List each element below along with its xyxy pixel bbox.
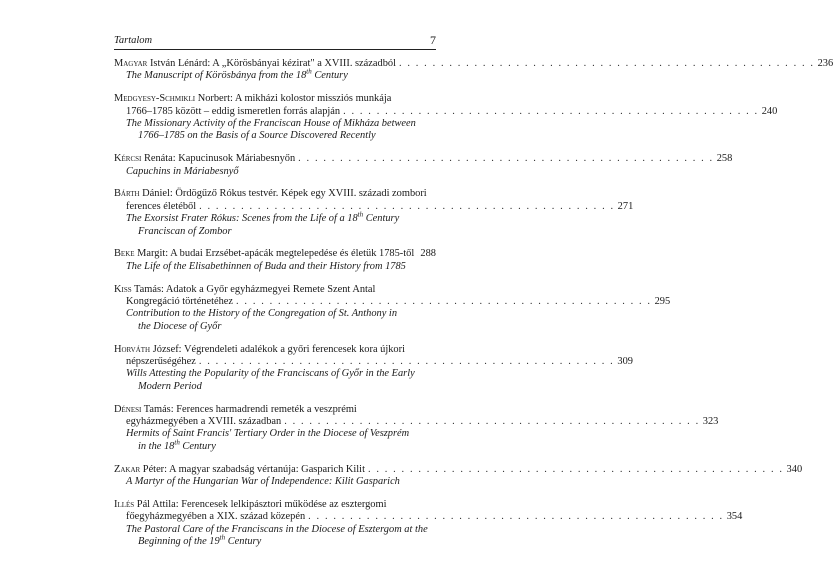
hungarian-title-continued: főegyházmegyében a XIX. század közepén [126, 511, 306, 523]
english-title-continued: the Diocese of Győr [138, 320, 222, 332]
english-title: The Missionary Activity of the Franciscan House of Mikháza between [126, 118, 416, 130]
entry-page-number: 295 [654, 296, 671, 308]
author-name: Dénesi [114, 403, 142, 415]
hungarian-title: A mikházi kolostor missziós munkája [234, 93, 392, 105]
toc-entry-kiss [114, 283, 671, 334]
entry-page-number: 271 [617, 200, 634, 212]
dot-leader: . . . . . . . . . . . . . . . . . . . . . . . . . . . . . . . . . . . . . . . . . . . . . . . . . . [308, 511, 724, 523]
hungarian-title-continued: ferences életéből [126, 200, 197, 212]
toc-entry-heading-continued [114, 511, 743, 523]
author-name: Zakar [114, 463, 141, 475]
toc-entry-heading [114, 153, 733, 165]
author-given-name: Péter: [140, 463, 170, 475]
toc-entry-magyar [114, 58, 833, 83]
english-title: A Martyr of the Hungarian War of Independence: Kilit Gasparich [126, 476, 400, 488]
english-title: Wills Attesting the Popularity of the Franciscans of Győr in the Early [126, 368, 415, 380]
entry-page-number: 340 [786, 463, 803, 475]
page-header [114, 33, 436, 49]
toc-entry-heading-continued [114, 105, 778, 118]
toc-entry-heading [114, 284, 436, 296]
toc-entry-heading-continued [114, 416, 719, 428]
toc-list [114, 58, 833, 559]
toc-entry-heading [114, 93, 436, 105]
author-given-name: Tamás: [131, 283, 166, 295]
toc-entry-heading-continued [114, 356, 633, 368]
author-given-name: István Lénárd: [147, 58, 213, 69]
english-title-continued: 1766–1785 on the Basis of a Source Discovered Recently [138, 130, 376, 142]
english-title: The Life of the Elisabethinnen of Buda and their History from 1785 [126, 260, 406, 272]
toc-entry-heading-continued [114, 200, 634, 213]
hungarian-title-continued: népszerűségéhez [126, 356, 196, 368]
entry-page-number: 309 [617, 356, 633, 368]
hungarian-title: A budai Erzsébet-apácák megtelepedése és életük 1785-től [170, 248, 415, 260]
dot-leader: . . . . . . . . . . . . . . . . . . . . . . . . . . . . . . . . . . . . . . . . . . . . . . . . . . [367, 463, 784, 475]
dot-leader: . . . . . . . . . . . . . . . . . . . . . . . . . . . . . . . . . . . . . . . . . . . . . . . . . . [199, 200, 615, 212]
english-title: The Manuscript of Körösbánya from the 18th Century [126, 67, 348, 82]
author-given-name: József: [150, 343, 184, 355]
author-name: Bárth [114, 188, 140, 200]
author-given-name: Renáta: [141, 153, 179, 165]
author-given-name: Tamás: [141, 403, 177, 415]
toc-entry-kercsi [114, 153, 733, 178]
author-name: Beke [114, 248, 135, 260]
english-title: Contribution to the History of the Congregation of St. Anthony in [126, 308, 398, 320]
dot-leader: . . . . . . . . . . . . . . . . . . . . . . . . . . . . . . . . . . . . . . . . . . . . . . . . . . [284, 416, 700, 428]
header-rule [114, 49, 436, 50]
english-title-continued: Modern Period [138, 380, 202, 392]
english-title-continued: Franciscan of Zombor [138, 225, 232, 237]
author-name: Horváth [114, 343, 151, 355]
author-name: Kiss [114, 283, 132, 295]
running-title: Tartalom [114, 35, 153, 46]
hungarian-title: Ferences harmadrendi remeték a veszprémi [176, 403, 357, 415]
toc-entry-horvath [114, 343, 633, 394]
english-title: The Exorsist Frater Rókus: Scenes from the Life of a 18th Century [126, 210, 400, 225]
toc-entry-denesi [114, 403, 719, 454]
author-name: Illés [114, 498, 135, 510]
dot-leader: . . . . . . . . . . . . . . . . . . . . . . . . . . . . . . . . . . . . . . . . . . . . . . . . . . [343, 105, 759, 117]
entry-page-number: 354 [726, 511, 743, 523]
hungarian-title-continued: 1766–1785 között – eddig ismeretlen forrás alapján [126, 105, 341, 117]
dot-leader: . . . . . . . . . . . . . . . . . . . . . . . . . . . . . . . . . . . . . . . . . . . . . . . . . . [236, 296, 652, 308]
toc-entry-illes [114, 498, 743, 549]
toc-entry-heading [114, 463, 803, 476]
page-number: 7 [430, 33, 436, 47]
hungarian-title: Végrendeleti adalékok a győri ferencesek kora újkori [183, 343, 405, 355]
author-name: Kércsi [114, 153, 142, 165]
entry-page-number: 258 [716, 153, 733, 165]
entry-page-number: 240 [761, 105, 778, 117]
toc-entry-heading [114, 499, 436, 511]
entry-page-number: 288 [420, 248, 436, 260]
author-name: Medgyesy-Schmikli [114, 93, 196, 105]
toc-entry-barth [114, 188, 634, 238]
hungarian-title-continued: egyházmegyében a XVIII. században [126, 416, 282, 428]
english-title-continued: Beginning of the 19th Century [138, 533, 262, 548]
author-given-name: Dániel: [139, 188, 176, 200]
dot-leader: . . . . . . . . . . . . . . . . . . . . . . . . . . . . . . . . . . . . . . . . . . . . . . . . . . [398, 58, 815, 69]
author-given-name: Pál Attila: [134, 498, 182, 510]
english-title-continued: in the 18th Century [138, 438, 216, 452]
hungarian-title-continued: Kongregáció történetéhez [126, 296, 234, 308]
dot-leader: . . . . . . . . . . . . . . . . . . . . . . . . . . . . . . . . . . . . . . . . . . . . . . . . . . [298, 153, 714, 165]
dot-leader: . . . . . . . . . . . . . . . . . . . . . . . . . . . . . . . . . . . . . . . . . . . . . . . . . . [198, 356, 615, 368]
english-title: The Pastoral Care of the Franciscans in the Diocese of Esztergom at the [126, 523, 428, 535]
toc-entry-heading [114, 58, 833, 70]
hungarian-title: Ördögűző Rókus testvér. Képek egy XVIII. századi zombori [175, 188, 427, 200]
toc-entry-heading [114, 344, 436, 356]
toc-entry-heading [114, 188, 436, 200]
hungarian-title: Ferencesek lelkipásztori működése az esztergomi [181, 498, 387, 510]
hungarian-title: Kapucinusok Máriabesnyőn [178, 153, 296, 165]
toc-entry-beke [114, 248, 436, 273]
entry-page-number: 323 [702, 416, 719, 428]
english-title: Capuchins in Máriabesnyő [126, 165, 239, 177]
english-title: Hermits of Saint Francis' Tertiary Order in the Diocese of Veszprém [126, 428, 410, 440]
hungarian-title: Adatok a Győr egyházmegyei Remete Szent Antal [165, 283, 376, 295]
hungarian-title: A „Körösbányai kézirat" a XVIII. századból [212, 58, 396, 69]
toc-entry-heading [114, 404, 436, 416]
author-given-name: Margit: [134, 248, 171, 260]
toc-entry-zakar [114, 463, 803, 489]
toc-entry-heading [114, 248, 436, 260]
author-name: Magyar [114, 58, 148, 69]
entry-page-number: 236 [817, 58, 833, 69]
toc-entry-heading-continued [114, 296, 671, 308]
hungarian-title: A magyar szabadság vértanúja: Gasparich Kilit [169, 463, 365, 475]
toc-entry-medgyesy-schmikli [114, 93, 778, 143]
author-given-name: Norbert: [195, 93, 235, 105]
